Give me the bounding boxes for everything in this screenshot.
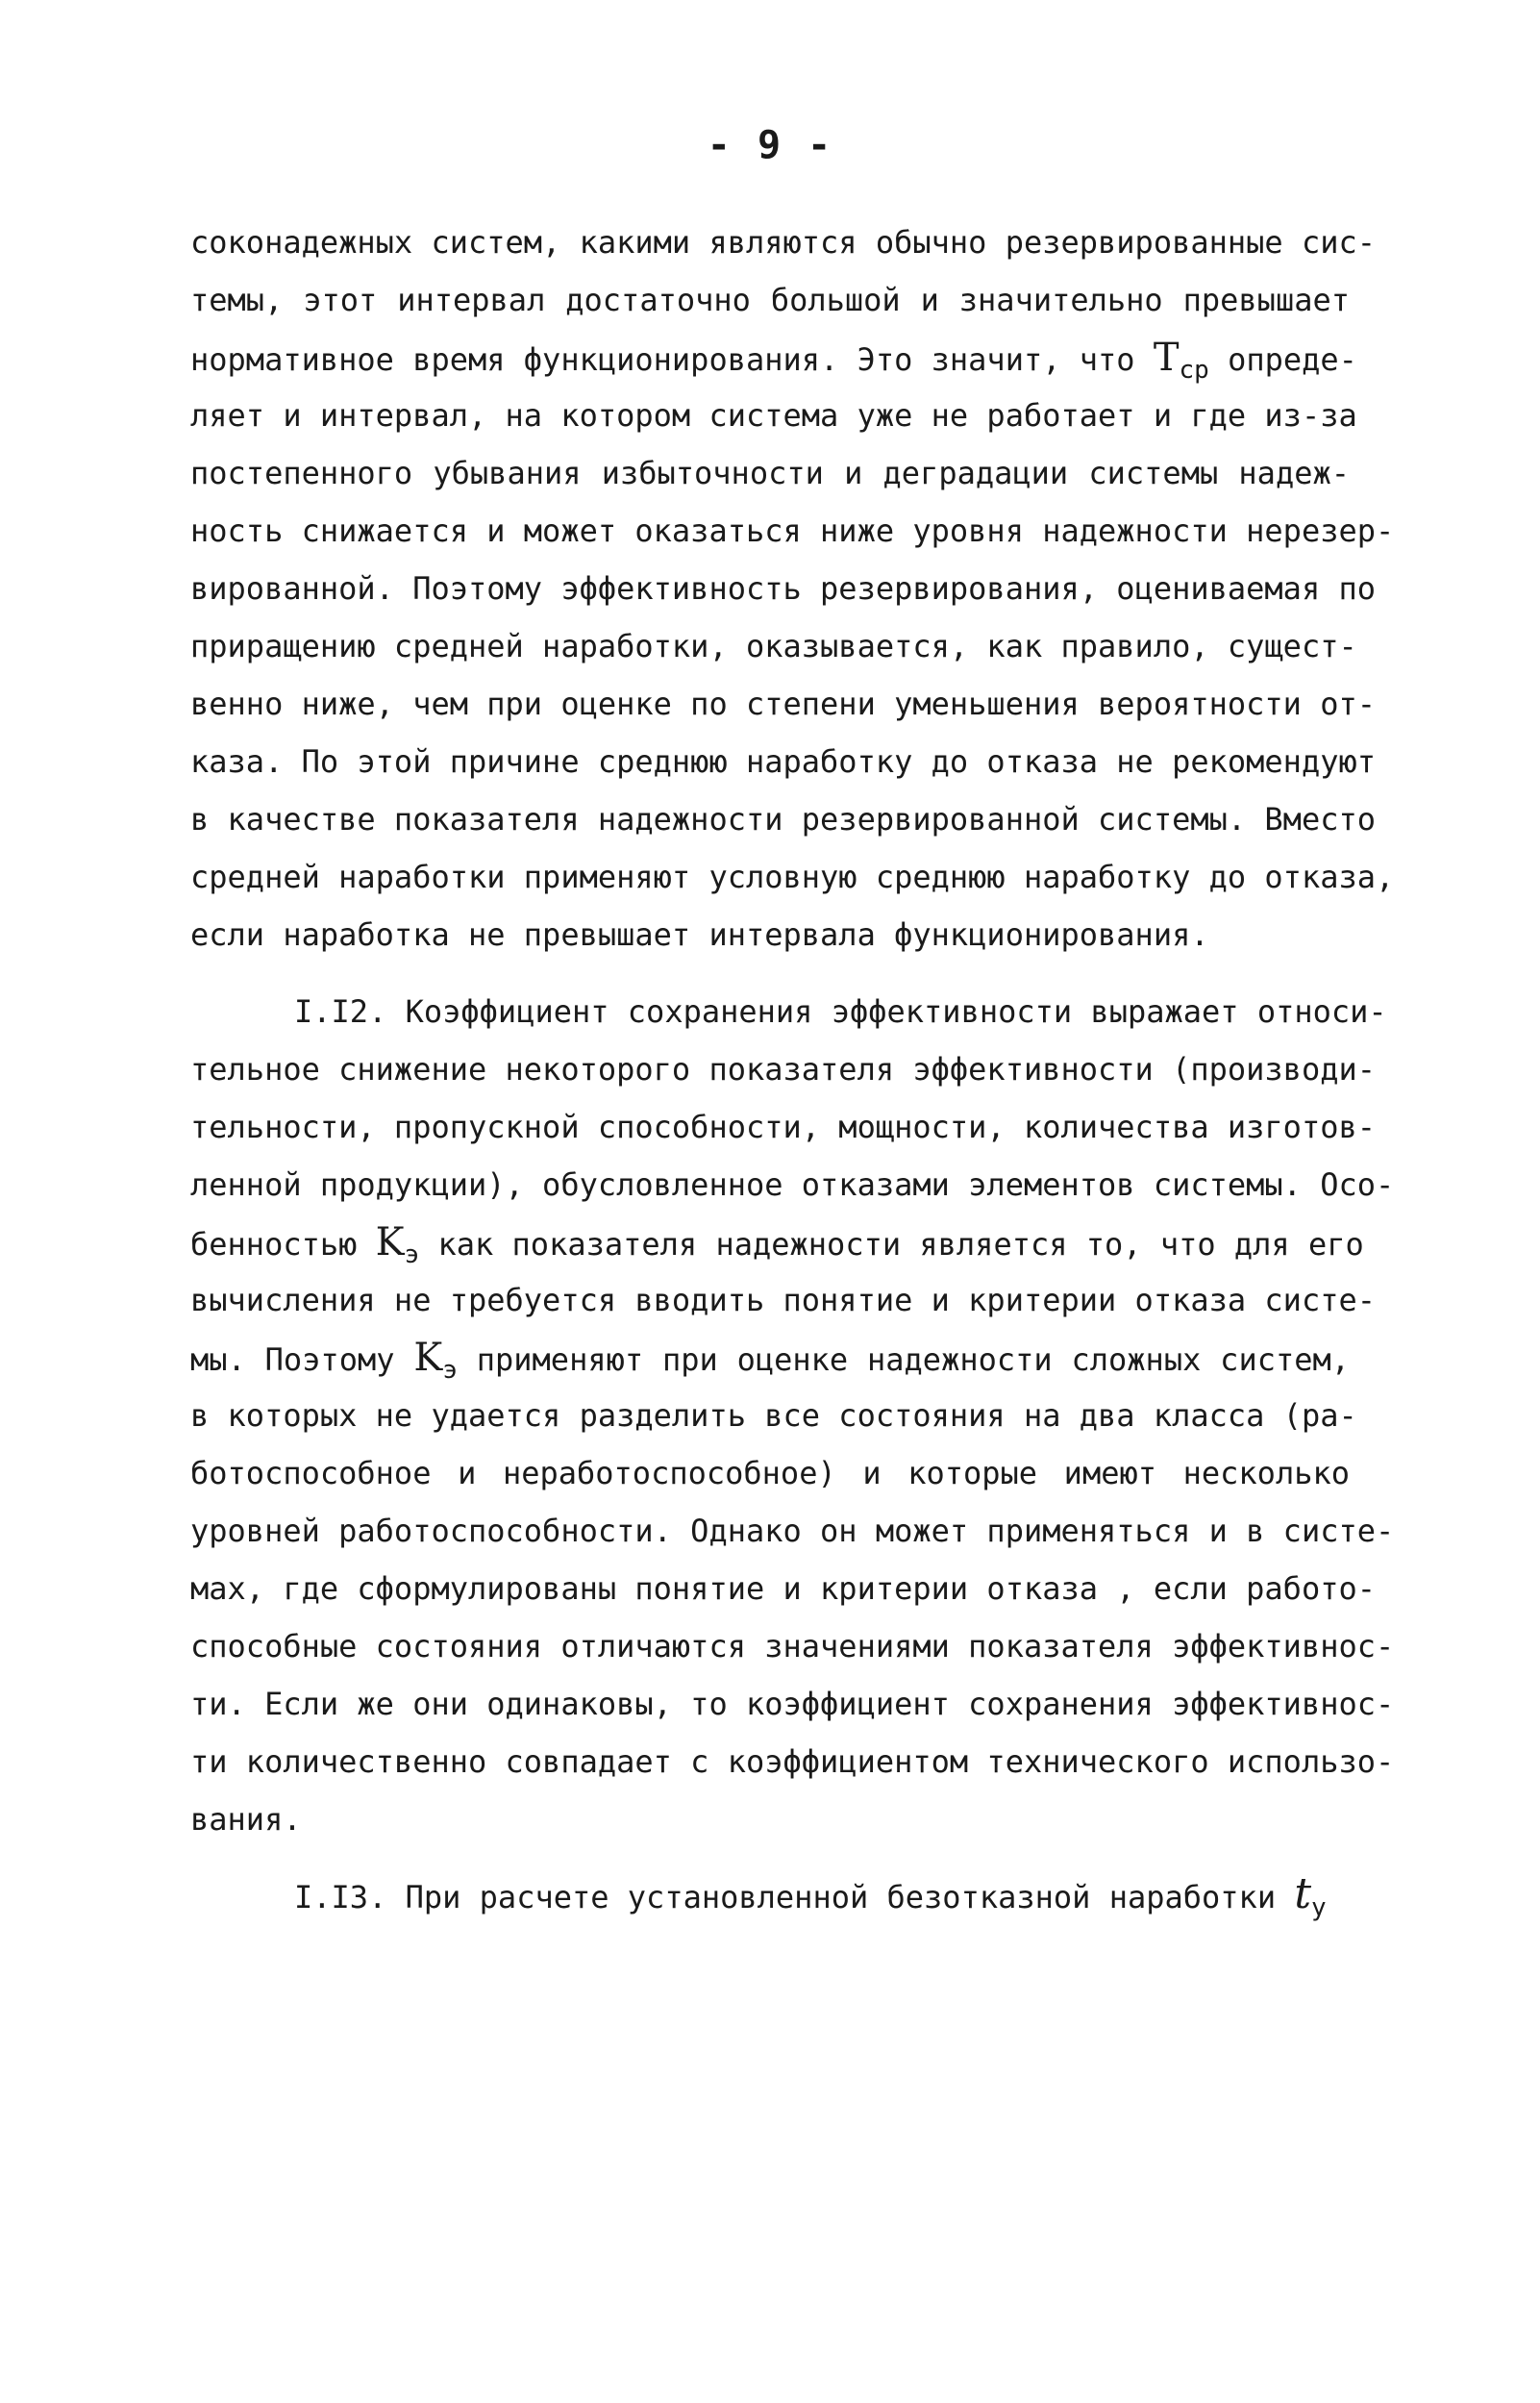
page-number: - 9 - (707, 123, 833, 167)
text-line: в которых не удается разделить все состояния на два класса (ра- (190, 1397, 1357, 1434)
text-fragment: применяют при оценке надежности сложных систем, (476, 1341, 1351, 1378)
text-line: ти количественно совпадает с коэффициентом технического использо- (190, 1743, 1395, 1780)
text-fragment: нормативное время функционирования. Это значит, что (190, 341, 1135, 378)
text-line: венно ниже, чем при оценке по степени уменьшения вероятности от- (190, 686, 1376, 722)
text-line (190, 1214, 1364, 1271)
text-line: уровней работоспособности. Однако он может применяться и в систе- (190, 1513, 1395, 1549)
text-line: соконадежных систем, какими являются обычно резервированные сис- (190, 224, 1376, 261)
subscript-u: у (1311, 1893, 1327, 1922)
text-line: вированной. Поэтому эффективность резервирования, оцениваемая по (190, 570, 1376, 607)
text-line: вания. (190, 1801, 302, 1838)
text-line: в качестве показателя надежности резервированной системы. Вместо (190, 801, 1376, 838)
text-line: ботоспособное и неработоспособное) и которые имеют несколько (190, 1455, 1350, 1491)
text-line: ти. Если же они одинаковы, то коэффициент сохранения эффективнос- (190, 1686, 1395, 1722)
formula-k-e (375, 1220, 420, 1269)
text-line (294, 1865, 1350, 1923)
text-line: ленной продукции), обусловленное отказами элементов системы. Осо- (190, 1166, 1395, 1203)
formula-t-sr (1153, 336, 1209, 385)
text-line: ность снижается и может оказаться ниже уровня надежности нерезер- (190, 513, 1395, 549)
text-line: тельности, пропускной способности, мощности, количества изготов- (190, 1109, 1376, 1145)
text-line (190, 329, 1357, 387)
text-fragment: опреде- (1228, 341, 1357, 378)
text-line: приращению средней наработки, оказывается, как правило, сущест- (190, 628, 1357, 664)
formula-k-e (413, 1336, 458, 1385)
text-line: мах, где сформулированы понятие и критерии отказа , если работо- (190, 1570, 1376, 1607)
symbol-k: K (413, 1336, 443, 1380)
text-line: постепенного убывания избыточности и деградации системы надеж- (190, 455, 1350, 491)
text-line: каза. По этой причине среднюю наработку до отказа не рекомендуют (190, 743, 1376, 780)
text-fragment: бенностью (190, 1226, 358, 1263)
text-line: I.I2. Коэффициент сохранения эффективности выражает относи- (294, 993, 1387, 1030)
symbol-t: t (1294, 1869, 1312, 1918)
symbol-k: K (375, 1220, 405, 1264)
text-line (190, 1329, 1350, 1387)
text-fragment: как показателя надежности является то, что для его (437, 1226, 1364, 1263)
subscript-sr: ср (1179, 356, 1209, 385)
text-line: вычисления не требуется вводить понятие и критерии отказа систе- (190, 1282, 1376, 1318)
subscript-e: э (404, 1240, 420, 1269)
text-fragment: I.I3. При расчете установленной безотказной наработки (294, 1879, 1277, 1915)
text-line: темы, этот интервал достаточно большой и значительно превышает (190, 282, 1350, 318)
text-line: способные состояния отличаются значениями показателя эффективнос- (190, 1628, 1395, 1665)
formula-t-u (1294, 1869, 1327, 1922)
text-line: если наработка не превышает интервала функционирования. (190, 916, 1209, 953)
text-line: средней наработки применяют условную среднюю наработку до отказа, (190, 859, 1395, 895)
symbol-t: T (1153, 336, 1180, 380)
text-line: тельное снижение некоторого показателя эффективности (производи- (190, 1051, 1376, 1088)
text-fragment: мы. Поэтому (190, 1341, 395, 1378)
text-line: ляет и интервал, на котором система уже не работает и где из-за (190, 397, 1357, 434)
subscript-e: э (442, 1356, 458, 1385)
